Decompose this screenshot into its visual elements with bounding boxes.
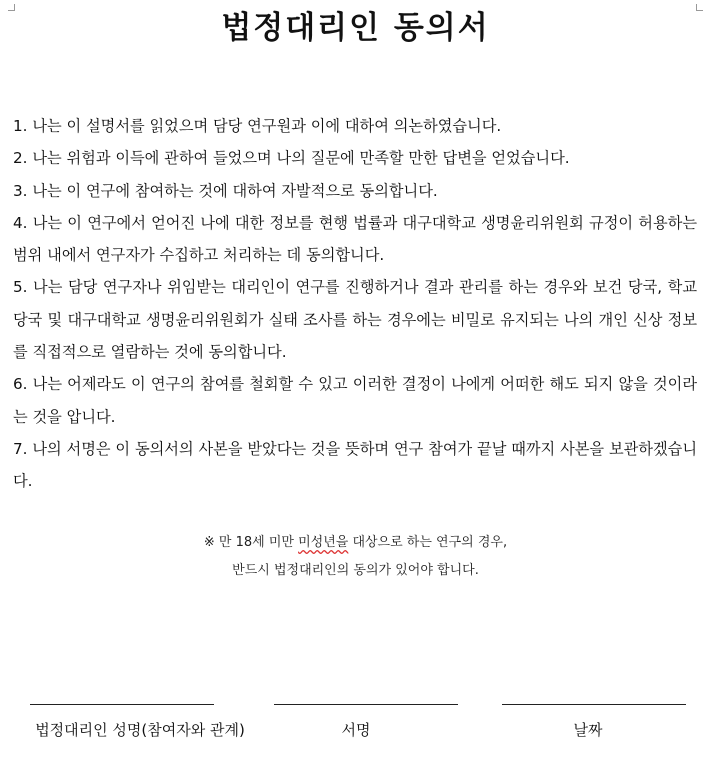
signature-label: 서명 xyxy=(341,721,371,739)
clause-3: 3. 나는 이 연구에 참여하는 것에 대하여 자발적으로 동의합니다. xyxy=(13,181,438,200)
signature-line[interactable] xyxy=(274,704,458,705)
clause-6: 6. 나는 어제라도 이 연구의 참여를 철회할 수 있고 이러한 결정이 나에게 어떠한 해도 되지 않을 것이라는 것을 압니다. xyxy=(13,375,697,426)
clause-1: 1. 나는 이 설명서를 읽었으며 담당 연구원과 이에 대하여 의논하였습니다. xyxy=(13,117,502,135)
consent-clauses xyxy=(13,110,697,498)
date-line[interactable] xyxy=(502,704,686,705)
document-title: 법정대리인 동의서 xyxy=(221,10,490,46)
minor-notice-line-1 xyxy=(0,530,711,556)
spellcheck-marked-word: 미성년을 xyxy=(298,535,349,550)
notice-prefix: ※ 만 18세 미만 xyxy=(203,535,299,550)
minor-notice-line-2: 반드시 법정대리인의 동의가 있어야 합니다. xyxy=(232,563,479,578)
clause-4: 4. 나는 이 연구에서 얻어진 나에 대한 정보를 현행 법률과 대구대학교 생명윤리위원회 규정이 허용하는 범위 내에서 연구자가 수집하고 처리하는 데 동의합니다. xyxy=(13,213,697,265)
guardian-name-line[interactable] xyxy=(30,704,214,705)
clause-2: 2. 나는 위험과 이득에 관하여 들었으며 나의 질문에 만족할 만한 답변을 얻었습니다. xyxy=(13,149,570,168)
notice-suffix: 대상으로 하는 연구의 경우, xyxy=(348,535,508,550)
clause-5: 5. 나는 담당 연구자나 위임받는 대리인이 연구를 진행하거나 결과 관리를 하는 경우와 보건 당국, 학교 당국 및 대구대학교 생명윤리위원회가 실태 조사를 하는 경우에는 비밀로 유지되는 나의 개인 신상 정보를 직접적으로 열람하는 것에 동의합니다. xyxy=(13,278,697,362)
clause-7: 7. 나의 서명은 이 동의서의 사본을 받았다는 것을 뜻하며 연구 참여가 끝날 때까지 사본을 보관하겠습니다. xyxy=(13,439,697,491)
date-label: 날짜 xyxy=(573,721,603,739)
guardian-name-label: 법정대리인 성명(참여자와 관계) xyxy=(35,721,245,739)
